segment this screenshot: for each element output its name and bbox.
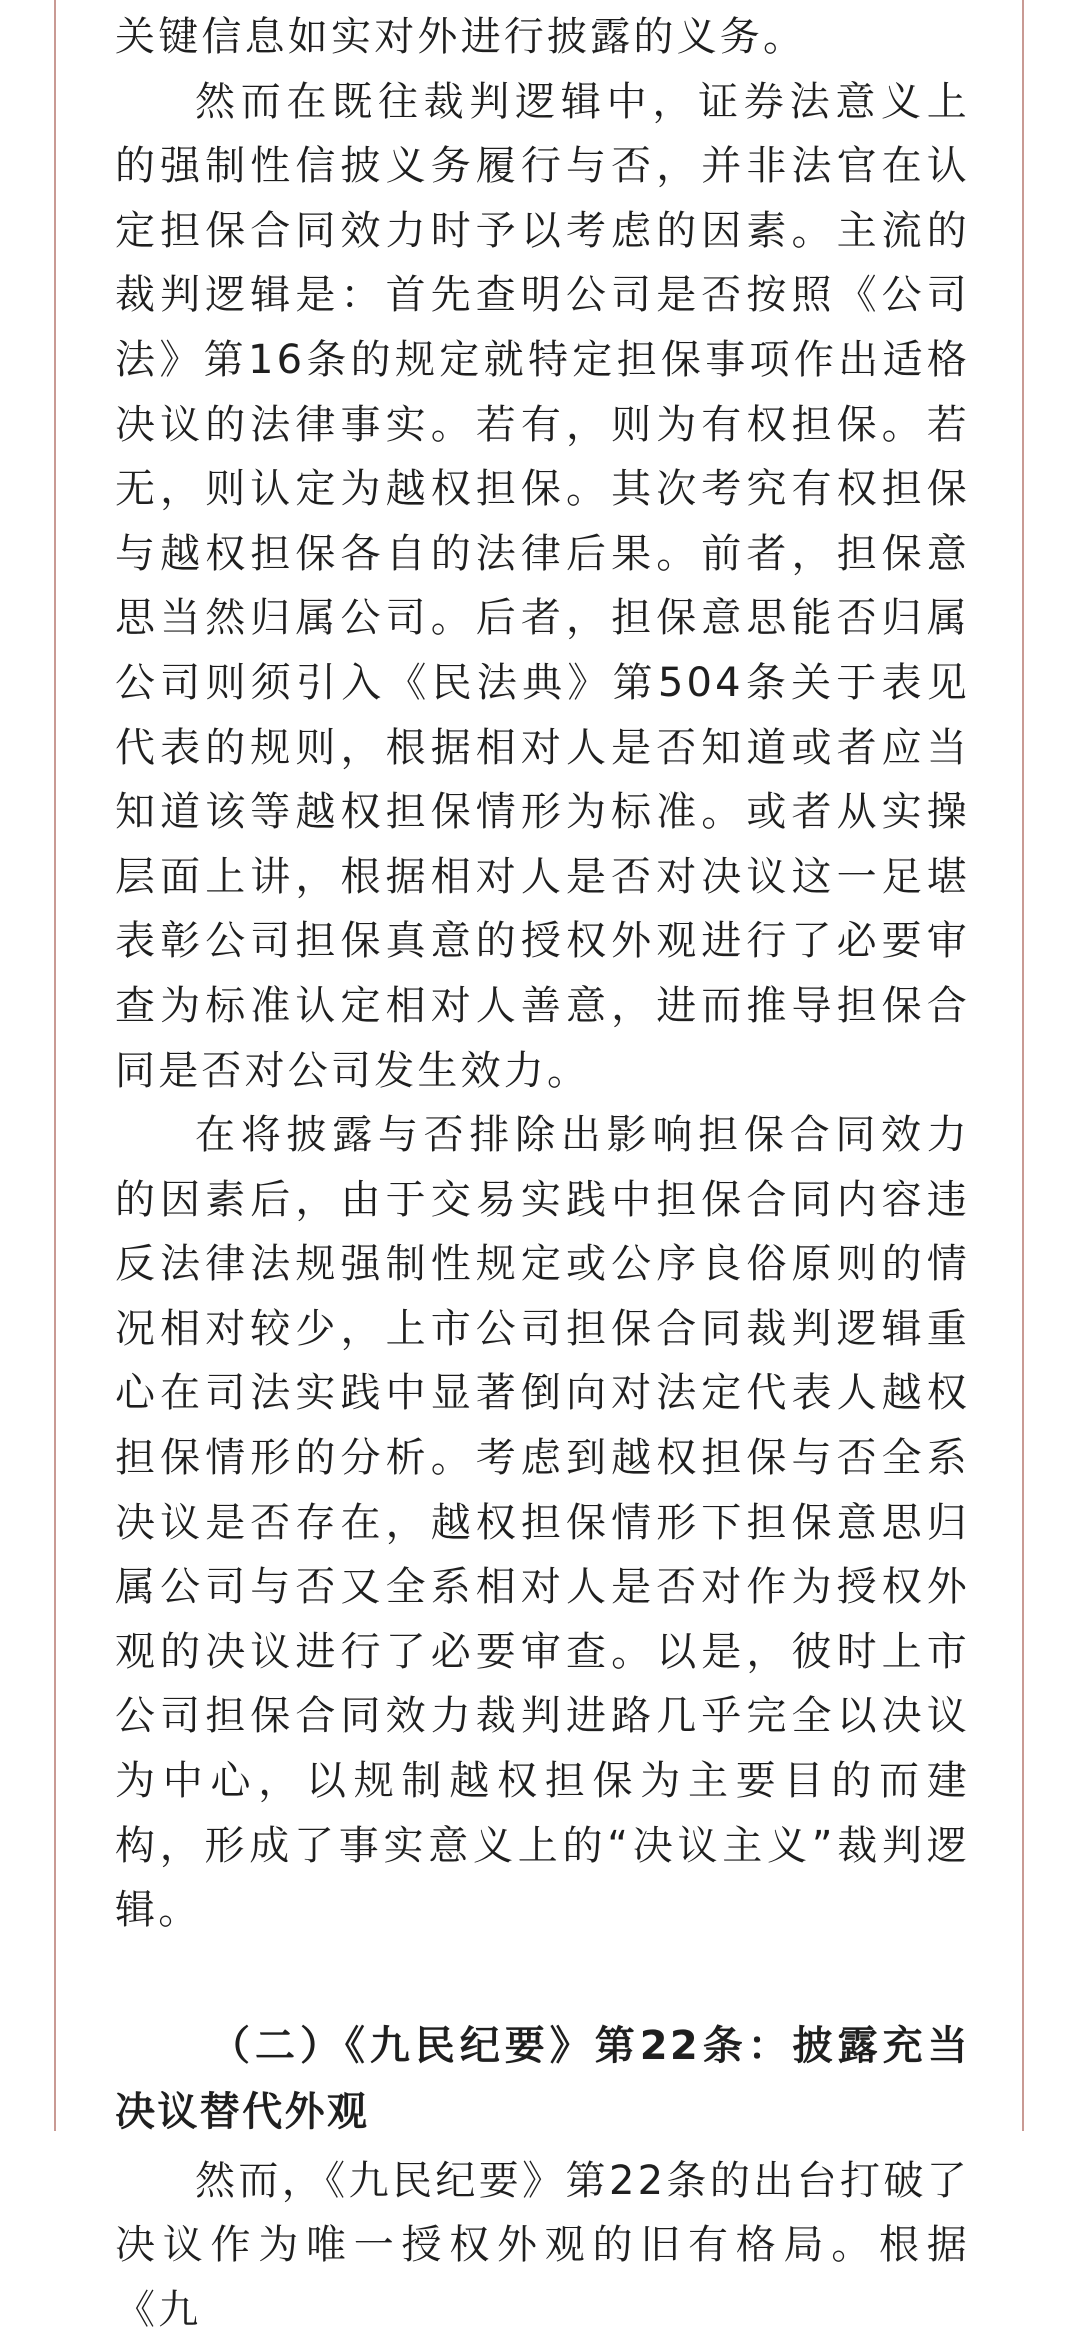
article-body <box>115 0 970 2343</box>
paragraph-minutes-article-22: 然而，《九民纪要》第22条的出台打破了决议作为唯一授权外观的旧有格局。根据《九 <box>115 2157 970 2333</box>
paragraph-resolution-doctrine: 在将披露与否排除出影响担保合同效力的因素后，由于交易实践中担保合同内容违反法律法规强制性规定或公序良俗原则的情况相对较少，上市公司担保合同裁判逻辑重心在司法实践中显著倒向对法定代表人越权担保情形的分析。考虑到越权担保与否全系决议是否存在，越权担保情形下担保意思归属公司与否又全系相对人是否对作为授权外观的决议进行了必要审查。以是，彼时上市公司担保合同效力裁判进路几乎完全以决议为中心，以规制越权担保为主要目的而建构，形成了事实意义上的“决议主义”裁判逻辑。 <box>115 1112 970 1934</box>
paragraph-continued: 关键信息如实对外进行披露的义务。 <box>115 14 807 60</box>
left-border-line <box>54 0 56 2131</box>
paragraph-adjudication-logic: 然而在既往裁判逻辑中，证券法意义上的强制性信披义务履行与否，并非法官在认定担保合同效力时予以考虑的因素。主流的裁判逻辑是：首先查明公司是否按照《公司法》第16条的规定就特定担保事项作出适格决议的法律事实。若有，则为有权担保。若无，则认定为越权担保。其次考究有权担保与越权担保各自的法律后果。前者，担保意思当然归属公司。后者，担保意思能否归属公司则须引入《民法典》第504条关于表见代表的规则，根据相对人是否知道或者应当知道该等越权担保情形为标准。或者从实操层面上讲，根据相对人是否对决议这一足堪表彰公司担保真意的授权外观进行了必要审查为标准认定相对人善意，进而推导担保合同是否对公司发生效力。 <box>115 78 970 1094</box>
section-gap <box>115 1943 970 1973</box>
right-border-line <box>1022 0 1024 2131</box>
section-heading: （二）《九民纪要》第22条：披露充当决议替代外观 <box>115 2022 970 2135</box>
